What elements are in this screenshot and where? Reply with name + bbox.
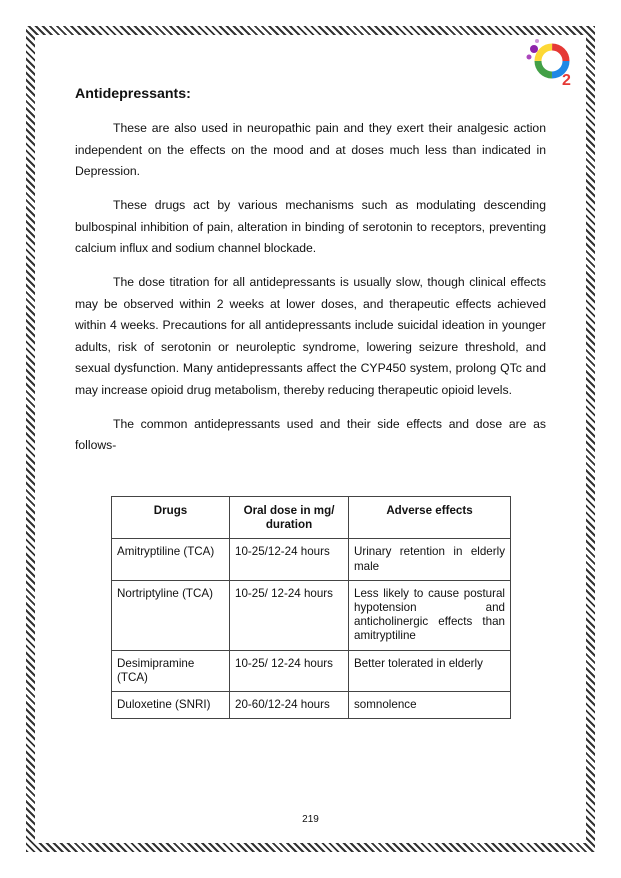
svg-text:2: 2: [562, 72, 571, 89]
paragraph-1: These are also used in neuropathic pain and they exert their analgesic action independent on the effects on the mood and at doses much less than indicated in Depression.: [75, 121, 546, 178]
antidepressants-table: [111, 496, 511, 719]
drug-cell: Nortriptyline (TCA): [112, 580, 230, 650]
adverse-effects-cell: Urinary retention in elderly male: [349, 539, 511, 580]
table-row: [112, 539, 511, 580]
dose-cell: 10-25/ 12-24 hours: [230, 650, 349, 691]
adverse-effects-cell: somnolence: [349, 692, 511, 719]
adverse-effects-cell: Better tolerated in elderly: [349, 650, 511, 691]
table-row: [112, 580, 511, 650]
section-heading: Antidepressants:: [75, 86, 191, 102]
drug-cell: Duloxetine (SNRI): [112, 692, 230, 719]
table-row: [112, 650, 511, 691]
column-header-dose: Oral dose in mg/ duration: [230, 497, 349, 539]
adverse-effects-cell: Less likely to cause postural hypotension and anticholinergic effects than amitryptiline: [349, 580, 511, 650]
column-header-drugs: Drugs: [112, 497, 230, 539]
o2-logo-icon: [524, 37, 576, 89]
paragraph-3: The dose titration for all antidepressants is usually slow, though clinical effects may be observed within 2 weeks at lower doses, and therapeutic effects achieved within 4 weeks. Precautions for all antidepressants include suicidal ideation in younger adults, risk of serotonin or neuroleptic syndrome, lowering seizure threshold, and sexual dysfunction. Many antidepressants affect the CYP450 system, prolong QTc and may increase opioid drug metabolism, thereby reducing therapeutic opioid levels.: [75, 275, 546, 397]
table-row: [112, 692, 511, 719]
paragraph-2: These drugs act by various mechanisms such as modulating descending bulbospinal inhibition of pain, alteration in binding of serotonin to receptors, preventing calcium influx and sodium channel blockade.: [75, 198, 546, 255]
dose-cell: 10-25/ 12-24 hours: [230, 580, 349, 650]
page-number: 219: [302, 814, 319, 825]
dose-cell: 20-60/12-24 hours: [230, 692, 349, 719]
column-header-adverse-effects: Adverse effects: [349, 497, 511, 539]
document-body: [75, 84, 546, 469]
drug-cell: Desimipramine (TCA): [112, 650, 230, 691]
table-header-row: [112, 497, 511, 539]
drug-cell: Amitryptiline (TCA): [112, 539, 230, 580]
paragraph-4: The common antidepressants used and their side effects and dose are as follows-: [75, 416, 546, 452]
dose-cell: 10-25/12-24 hours: [230, 539, 349, 580]
